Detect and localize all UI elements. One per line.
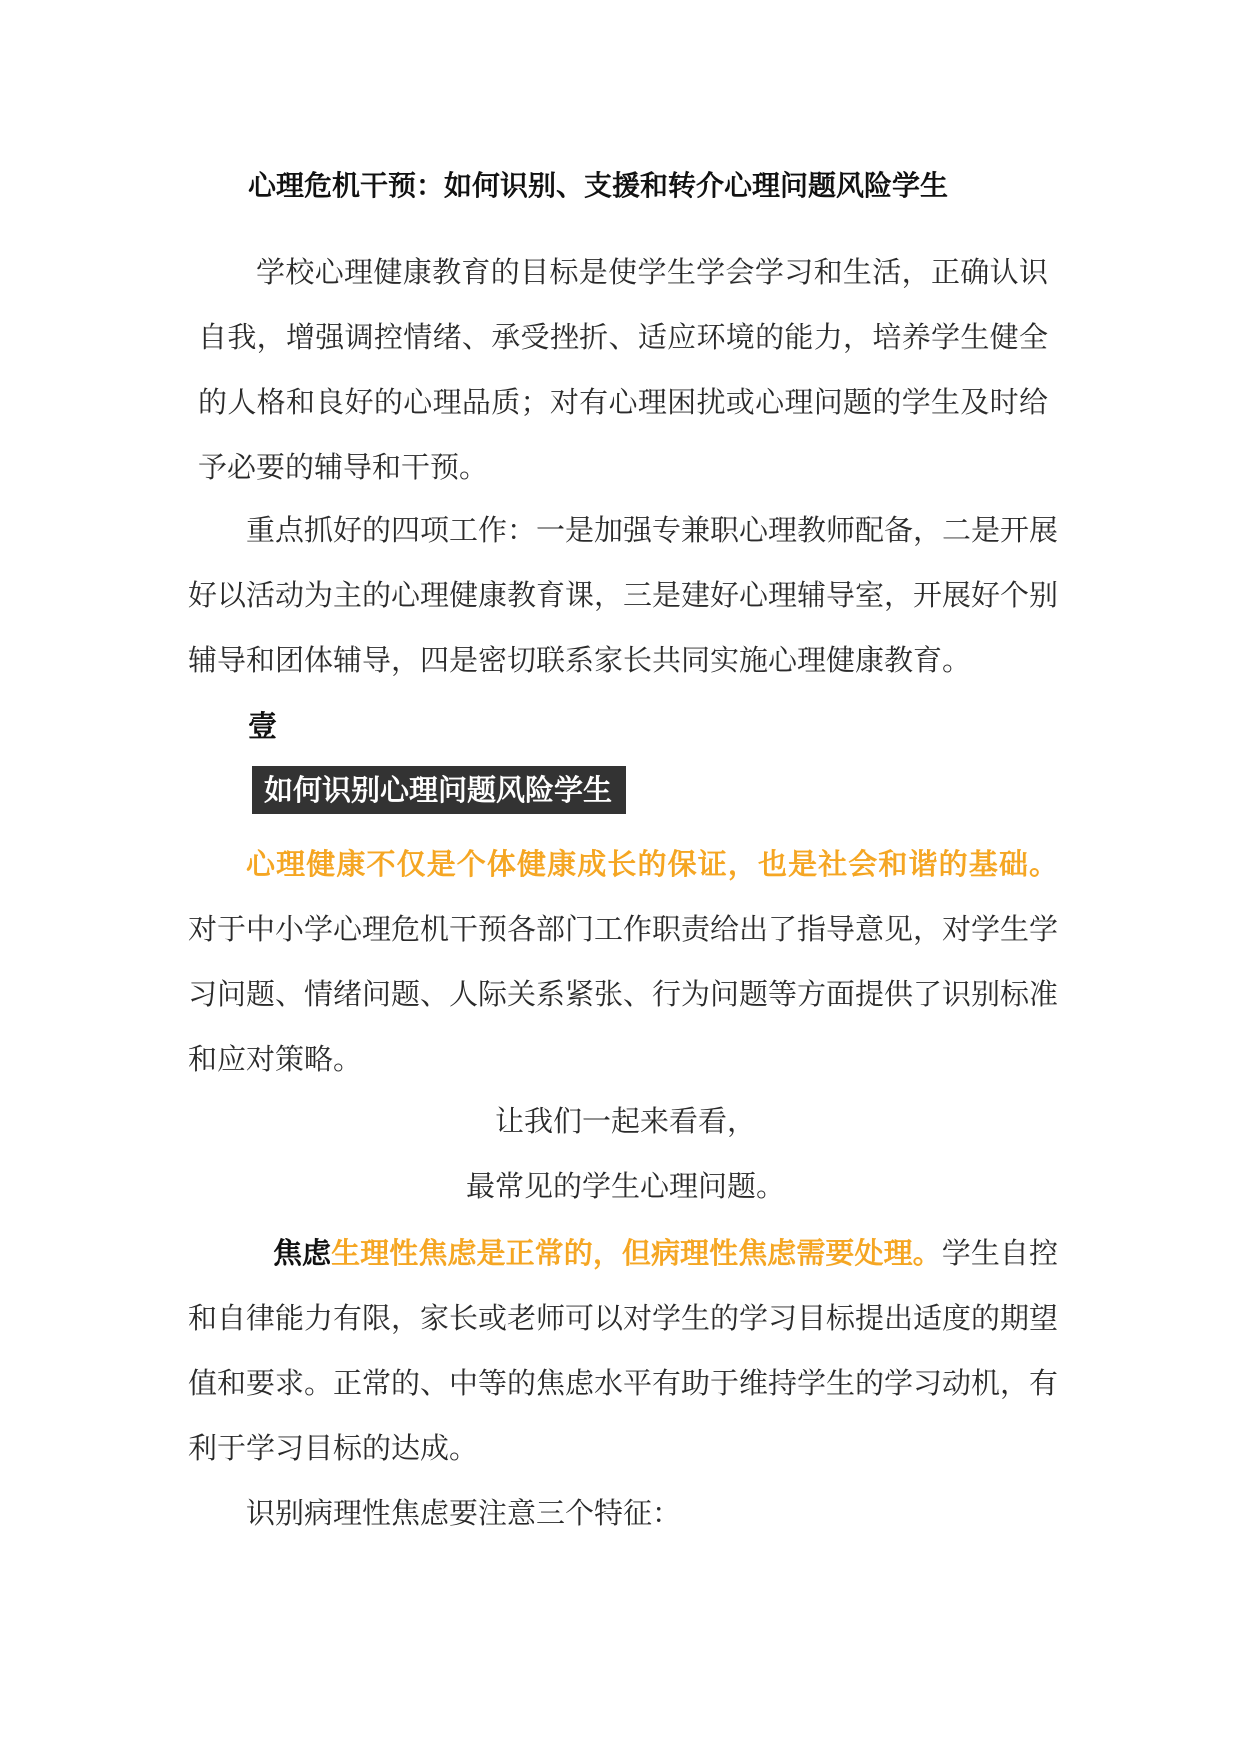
anxiety-highlight: 生理性焦虑是正常的，但病理性焦虑需要处理。 bbox=[331, 1236, 942, 1270]
section-number: 壹 bbox=[248, 709, 278, 743]
anxiety-body: 学生自控和自律能力有限，家长或老师可以对学生的学习目标提出适度的期望值和要求。正常的、中等的焦虑水平有助于维持学生的学习动机，有利于学习目标的达成。 bbox=[188, 1236, 1059, 1465]
features-intro: 识别病理性焦虑要注意三个特征： bbox=[246, 1496, 682, 1530]
document-title: 心理危机干预：如何识别、支援和转介心理问题风险学生 bbox=[248, 169, 949, 202]
intro-paragraph: 学校心理健康教育的目标是使学生学会学习和生活，正确认识自我，增强调控情绪、承受挫折、适应环境的能力，培养学生健全的人格和良好的心理品质；对有心理困扰或心理问题的学生及时给予必要的辅导和干预。 bbox=[198, 255, 1048, 484]
focus-work-paragraph: 重点抓好的四项工作：一是加强专兼职心理教师配备，二是开展好以活动为主的心理健康教育课，三是建好心理辅导室，开展好个别辅导和团体辅导，四是密切联系家长共同实施心理健康教育。 bbox=[188, 513, 1059, 677]
health-body: 对于中小学心理危机干预各部门工作职责给出了指导意见，对学生学习问题、情绪问题、人际关系紧张、行为问题等方面提供了识别标准和应对策略。 bbox=[188, 912, 1059, 1076]
center-line-2: 最常见的学生心理问题。 bbox=[465, 1169, 785, 1203]
anxiety-label: 焦虑 bbox=[273, 1236, 332, 1270]
health-highlight: 心理健康不仅是个体健康成长的保证，也是社会和谐的基础。 bbox=[246, 847, 1058, 881]
center-line-1: 让我们一起来看看， bbox=[494, 1104, 756, 1138]
section-heading: 如何识别心理问题风险学生 bbox=[252, 766, 626, 814]
health-paragraph bbox=[188, 832, 1058, 1092]
anxiety-paragraph bbox=[188, 1221, 1058, 1481]
